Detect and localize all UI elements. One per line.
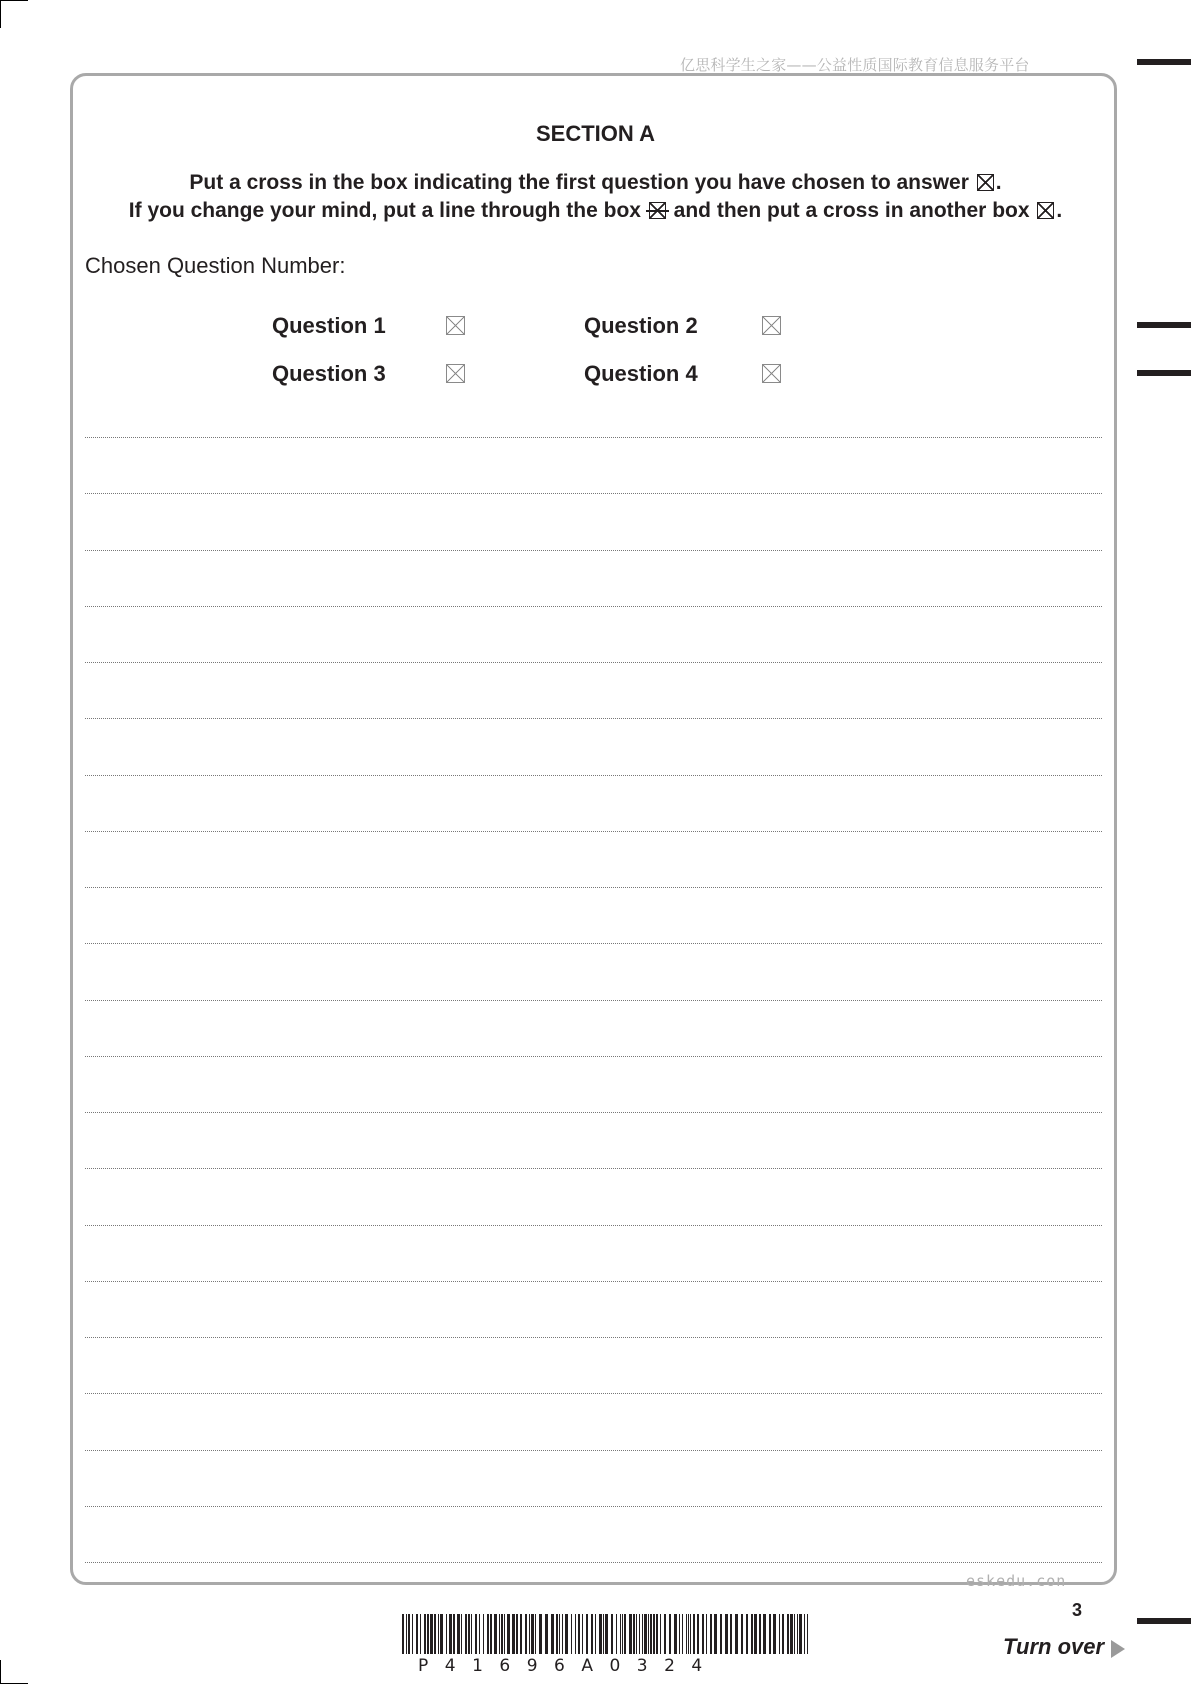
- answer-line: [85, 1281, 1102, 1282]
- answer-line: [85, 943, 1102, 944]
- answer-line: [85, 1000, 1102, 1001]
- answer-line: [85, 1450, 1102, 1451]
- question-2-checkbox[interactable]: [762, 316, 781, 335]
- answer-line: [85, 775, 1102, 776]
- answer-line: [85, 493, 1102, 494]
- instruction-line-1: [0, 171, 1191, 195]
- watermark-bottom: eskedu.con: [966, 1572, 1067, 1590]
- question-3-checkbox[interactable]: [446, 364, 465, 383]
- question-4-checkbox[interactable]: [762, 364, 781, 383]
- question-3-label: Question 3: [272, 361, 386, 386]
- instruction-text: Put a cross in the box indicating the first question you have chosen to answer: [189, 171, 969, 194]
- crossed-box-icon: [977, 174, 994, 191]
- answer-line: [85, 437, 1102, 438]
- answer-line: [85, 1393, 1102, 1394]
- instruction-line-2: [0, 199, 1191, 223]
- answer-line: [85, 1562, 1102, 1563]
- answer-line: [85, 1337, 1102, 1338]
- answer-line: [85, 1225, 1102, 1226]
- answer-line: [85, 831, 1102, 832]
- chosen-question-label: Chosen Question Number:: [85, 253, 346, 278]
- watermark-top: 亿思科学生之家——公益性质国际教育信息服务平台: [680, 56, 1030, 74]
- question-1-checkbox[interactable]: [446, 316, 465, 335]
- answer-line: [85, 606, 1102, 607]
- registration-mark: [1137, 1618, 1191, 1624]
- answer-line: [85, 718, 1102, 719]
- barcode: [402, 1614, 812, 1654]
- answer-line: [85, 1056, 1102, 1057]
- answer-line: [85, 1168, 1102, 1169]
- question-1-label: Question 1: [272, 313, 386, 338]
- answer-line: [85, 1112, 1102, 1113]
- registration-mark: [1137, 370, 1191, 376]
- section-title: SECTION A: [536, 121, 655, 146]
- crop-mark: [0, 0, 1, 28]
- answer-line: [85, 550, 1102, 551]
- instruction-text: If you change your mind, put a line through the box: [128, 199, 641, 222]
- registration-mark: [1137, 59, 1191, 65]
- arrow-right-icon: [1111, 1640, 1125, 1658]
- crop-mark: [0, 0, 28, 1]
- answer-line: [85, 1506, 1102, 1507]
- crossed-box-icon: [1037, 202, 1054, 219]
- barcode-text: P41696A0324: [418, 1656, 719, 1676]
- answer-line: [85, 662, 1102, 663]
- question-2-label: Question 2: [584, 313, 698, 338]
- instruction-text: and then put a cross in another box: [673, 199, 1030, 222]
- question-4-label: Question 4: [584, 361, 698, 386]
- answer-line: [85, 887, 1102, 888]
- struck-box-icon: [649, 202, 666, 219]
- turn-over-label: Turn over: [1003, 1634, 1105, 1659]
- answer-frame: [70, 73, 1117, 1585]
- instruction-text: .: [1056, 199, 1063, 222]
- page-number: 3: [1072, 1600, 1083, 1620]
- registration-mark: [1137, 322, 1191, 328]
- crop-mark: [0, 1660, 1, 1684]
- instruction-text: .: [995, 171, 1002, 194]
